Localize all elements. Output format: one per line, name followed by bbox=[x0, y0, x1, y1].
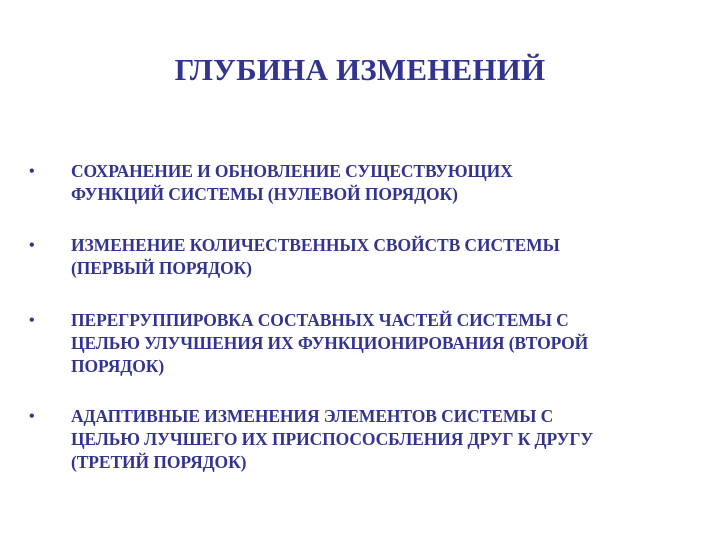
bullet-text bbox=[71, 309, 696, 378]
slide-title: ГЛУБИНА ИЗМЕНЕНИЙ bbox=[174, 52, 546, 87]
bullet-text-line: ЦЕЛЬЮ ЛУЧШЕГО ИХ ПРИСПОСОСБЛЕНИЯ ДРУГ К ДРУГУ bbox=[71, 429, 594, 449]
bullet-text-line: ПЕРЕГРУППИРОВКА СОСТАВНЫХ ЧАСТЕЙ СИСТЕМЫ С bbox=[71, 310, 569, 330]
bullet-text bbox=[71, 405, 696, 474]
bullet-text-line: ИЗМЕНЕНИЕ КОЛИЧЕСТВЕННЫХ СВОЙСТВ СИСТЕМЫ bbox=[71, 235, 560, 255]
bullet-text-line: ЦЕЛЬЮ УЛУЧШЕНИЯ ИХ ФУНКЦИОНИРОВАНИЯ (ВТОРОЙ bbox=[71, 333, 589, 353]
bullet-item bbox=[26, 234, 696, 280]
bullet-text-line: (ПЕРВЫЙ ПОРЯДОК) bbox=[71, 258, 252, 278]
bullet-text-line: ФУНКЦИЙ СИСТЕМЫ (НУЛЕВОЙ ПОРЯДОК) bbox=[71, 184, 458, 204]
bullet-icon: • bbox=[29, 237, 35, 254]
bullet-icon: • bbox=[29, 408, 35, 425]
bullet-icon: • bbox=[29, 312, 35, 329]
bullet-text-line: (ТРЕТИЙ ПОРЯДОК) bbox=[71, 452, 247, 472]
bullet-item bbox=[26, 309, 696, 378]
bullet-text-line: АДАПТИВНЫЕ ИЗМЕНЕНИЯ ЭЛЕМЕНТОВ СИСТЕМЫ С bbox=[71, 406, 554, 426]
bullet-text bbox=[71, 234, 696, 280]
bullet-item bbox=[26, 405, 696, 474]
bullet-text-line: ПОРЯДОК) bbox=[71, 356, 165, 376]
bullet-item bbox=[26, 160, 696, 206]
bullet-text-line: СОХРАНЕНИЕ И ОБНОВЛЕНИЕ СУЩЕСТВУЮЩИХ bbox=[71, 161, 513, 181]
bullet-icon: • bbox=[29, 163, 35, 180]
bullet-text bbox=[71, 160, 696, 206]
